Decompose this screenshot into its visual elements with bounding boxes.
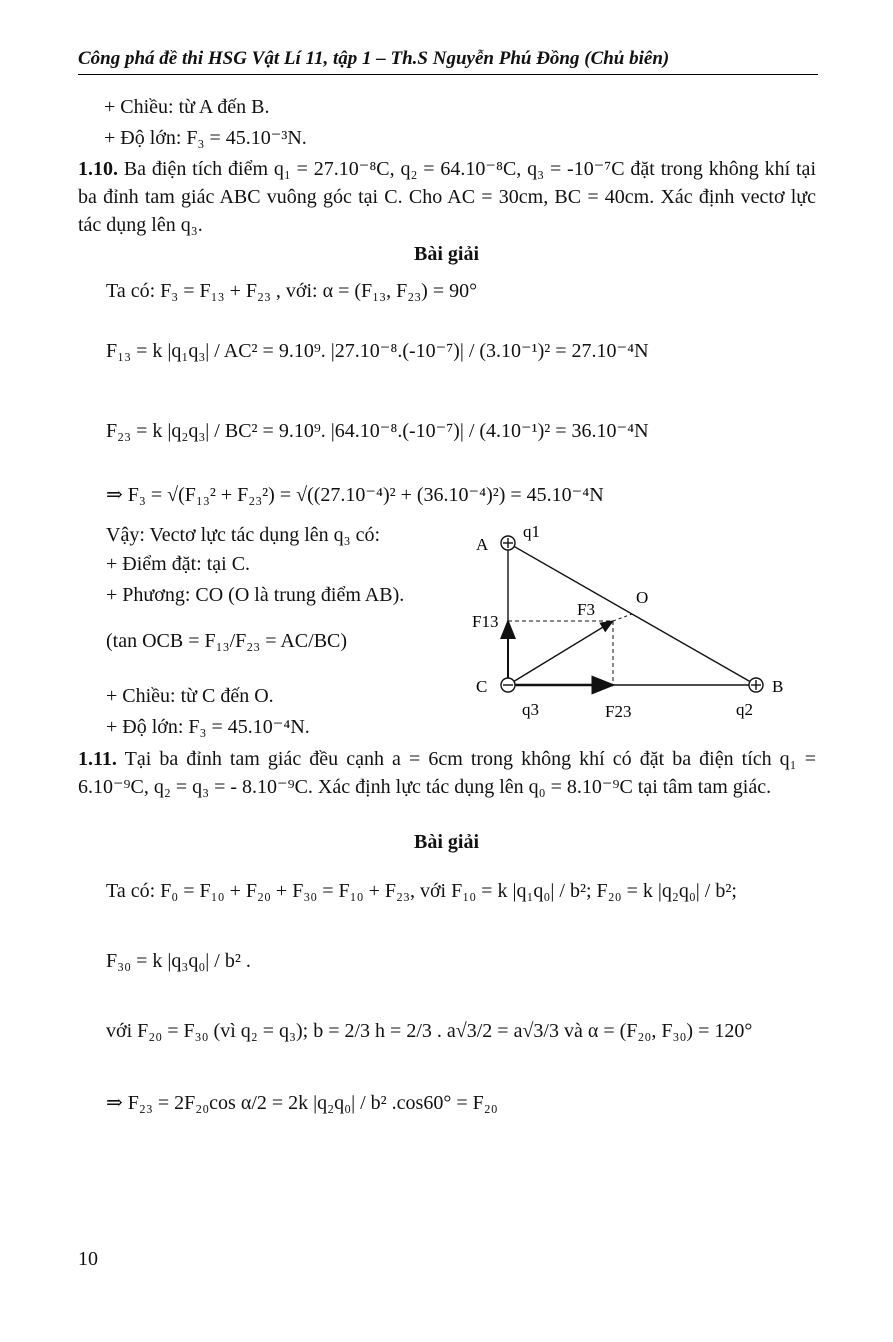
label-f23: F23 (605, 702, 632, 721)
conclusion-intro: Vậy: Vectơ lực tác dụng lên q₃ có: (106, 524, 381, 546)
problem-text: Ba điện tích điểm q₁ = 27.10⁻⁸C, q₂ = 64.10⁻⁸C, q₃ = -10⁻⁷C đặt trong không khí tại ba đỉnh tam giác ABC vuông góc tại C. Cho AC = 30cm, BC = 40cm. Xác định vectơ lực tác dụng lên q₃. (78, 158, 816, 236)
conclusion-line: + Phương: CO (O là trung điểm AB). (106, 584, 405, 606)
eq-f13: F₁₃ = k |q₁q₃| / AC² = 9.10⁹. |27.10⁻⁸.(-10⁻⁷)| / (3.10⁻¹)² = 27.10⁻⁴N (106, 340, 649, 362)
vector-f3 (508, 621, 613, 685)
label-q1: q1 (523, 525, 540, 541)
eq-f23: F₂₃ = k |q₂q₃| / BC² = 9.10⁹. |64.10⁻⁸.(-10⁻⁷)| / (4.10⁻¹)² = 36.10⁻⁴N (106, 420, 649, 442)
eq-b-and-alpha: với F₂₀ = F₃₀ (vì q₂ = q₃); b = 2/3 h = 2/3 . a√3/2 = a√3/3 và α = (F₂₀, F₃₀) = 120° (106, 1020, 753, 1042)
label-c: C (476, 677, 488, 696)
problem-number: 1.10. (78, 158, 118, 180)
solution-heading: Bài giải (413, 243, 479, 265)
page-number: 10 (78, 1248, 98, 1270)
label-a: A (476, 535, 489, 554)
problem-text: Tại ba đỉnh tam giác đều cạnh a = 6cm trong không khí có đặt ba điện tích q₁ = 6.10⁻⁹C, q₂ = q₃ = - 8.10⁻⁹C. Xác định lực tác dụng lên q₀ = 8.10⁻⁹C tại tâm tam giác. (78, 748, 816, 798)
running-header: Công phá đề thi HSG Vật Lí 11, tập 1 – Th.S Nguyễn Phú Đồng (Chủ biên) (78, 48, 670, 69)
prev-magnitude: + Độ lớn: F₃ = 45.10⁻³N. (104, 127, 307, 149)
label-q3: q3 (522, 700, 539, 719)
label-f13: F13 (472, 612, 499, 631)
label-b: B (772, 677, 784, 696)
prev-direction: + Chiều: từ A đến B. (104, 96, 270, 118)
conclusion-direction: + Chiều: từ C đến O. (106, 685, 274, 707)
triangle-force-diagram (470, 525, 810, 735)
conclusion-magnitude: + Độ lớn: F₃ = 45.10⁻⁴N. (106, 716, 310, 738)
eq-vector-sum: Ta có: F₃ = F₁₃ + F₂₃ , với: α = (F₁₃, F₂₃) = 90° (106, 280, 478, 302)
eq-f30: F₃₀ = k |q₃q₀| / b² . (106, 950, 251, 972)
label-f3: F3 (577, 600, 595, 619)
solution-heading: Bài giải (413, 831, 479, 853)
header-rule (78, 74, 818, 75)
label-q2: q2 (736, 700, 753, 719)
problem-number: 1.11. (78, 748, 117, 770)
eq-f3: ⇒ F₃ = √(F₁₃² + F₂₃²) = √((27.10⁻⁴)² + (36.10⁻⁴)²) = 45.10⁻⁴N (106, 484, 604, 506)
problem-1-10 (78, 155, 816, 239)
conclusion-point: + Điểm đặt: tại C. (106, 553, 251, 575)
eq-f23-result: ⇒ F₂₃ = 2F₂₀cos α/2 = 2k |q₂q₀| / b² .cos60° = F₂₀ (106, 1092, 498, 1114)
conclusion-tan: (tan OCB = F₁₃/F₂₃ = AC/BC) (106, 630, 348, 652)
dash-to-o (613, 614, 632, 621)
eq-f0-sum: Ta có: F₀ = F₁₀ + F₂₀ + F₃₀ = F₁₀ + F₂₃, với F₁₀ = k |q₁q₀| / b²; F₂₀ = k |q₂q₀| / b²; (106, 880, 737, 902)
label-o: O (636, 588, 649, 607)
problem-1-11 (78, 745, 816, 801)
